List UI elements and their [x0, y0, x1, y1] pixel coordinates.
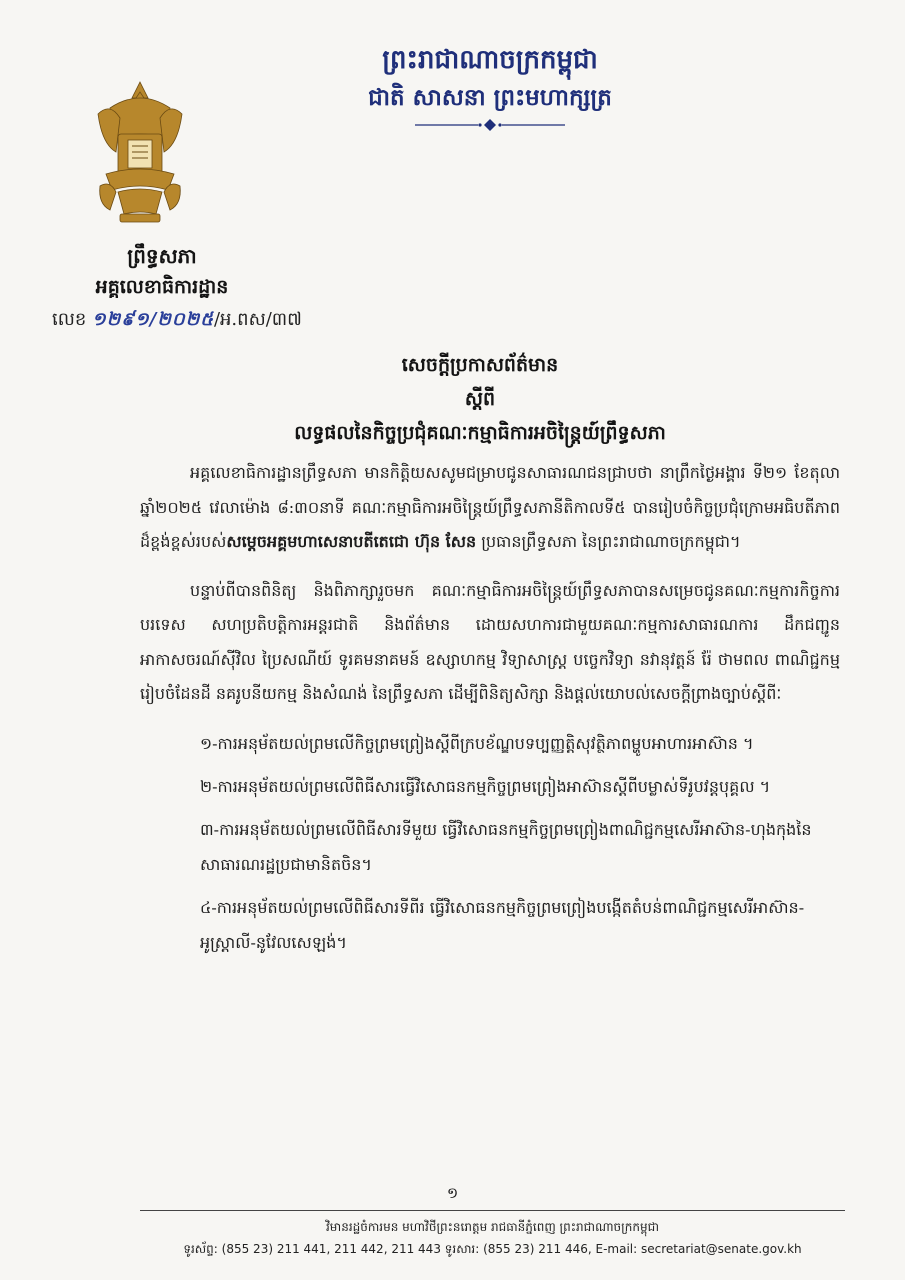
letterhead-kingdom [290, 40, 690, 116]
senate-emblem-icon [90, 78, 190, 226]
divider-ornament-icon [410, 118, 570, 132]
doc-number-label: លេខ [52, 309, 87, 330]
document-titles [120, 348, 840, 450]
list-item: ១-ការអនុម័តយល់ព្រមលើកិច្ចព្រមព្រៀងស្តីពីក្របខ័ណ្ឌបទប្បញ្ញត្តិសុវត្ថិភាពម្ហូបអាហារអាស៊ាន ។ [200, 733, 754, 753]
issuer-block [52, 240, 272, 302]
paragraph-1-emphasis: សម្តេចអគ្គមហាសេនាបតីតេជោ ហ៊ុន សែន [226, 532, 477, 551]
national-motto: ជាតិ សាសនា ព្រះមហាក្សត្រ [368, 84, 612, 111]
title-subject: លទ្ធផលនៃកិច្ចប្រជុំគណៈកម្មាធិការអចិន្ត្រៃយ៍ព្រឹទ្ធសភា [294, 422, 666, 444]
list-item: ៤-ការអនុម័តយល់ព្រមលើពិធីសារទីពីរ ធ្វើវិសោធនកម្មកិច្ចព្រមព្រៀងបង្កើតតំបន់ពាណិជ្ជកម្មសេរីអាស៊ាន-អូស្ត្រាលី-នូវែលសេឡង់។ [200, 897, 805, 952]
law-list [200, 726, 840, 960]
paragraph-1-tail: ប្រធានព្រឹទ្ធសភា នៃព្រះរាជាណាចក្រកម្ពុជា។ [476, 532, 741, 551]
page-number: ១ [446, 1184, 459, 1202]
paragraph-1-text: អគ្គលេខាធិការដ្ឋានព្រឹទ្ធសភា មានកិត្តិយសសូមជម្រាបជូនសាធារណជនជ្រាបថា នាព្រឹកថ្ងៃអង្គារ ទី២១ ខែតុលា ឆ្នាំ២០២៥ វេលាម៉ោង ៨:៣០នាទី គណៈកម្មាធិការអចិន្ត្រៃយ៍ព្រឹទ្ធសភានីតិកាលទី៥ បានរៀបចំកិច្ចប្រជុំក្រោមអធិបតីភាពដ៏ខ្ពង់ខ្ពស់របស់ [140, 463, 840, 551]
document-body [140, 456, 840, 968]
title-press-release: សេចក្តីប្រកាសព័ត៌មាន [401, 354, 559, 376]
list-item: ២-ការអនុម័តយល់ព្រមលើពិធីសារធ្វើវិសោធនកម្មកិច្ចព្រមព្រៀងអាស៊ានស្តីពីបម្លាស់ទីរូបវន្តបុគ្គល ។ [200, 776, 771, 796]
doc-number-handwritten: ១២៩១/២០២៥ [92, 309, 214, 330]
department-name: អគ្គលេខាធិការដ្ឋាន [95, 276, 229, 298]
footer-contact: ទូរស័ព្ទ: (855 23) 211 441, 211 442, 211 443 ទូរសារ: (855 23) 211 446, E-mail: secretariat@senate.gov.kh [183, 1242, 802, 1256]
title-regarding: ស្តីពី [464, 388, 496, 410]
kingdom-title: ព្រះរាជាណាចក្រកម្ពុជា [382, 45, 598, 75]
footer-address: វិមានរដ្ឋចំការមន មហាវិថីព្រះនរោត្តម រាជធានីភ្នំពេញ ព្រះរាជាណាចក្រកម្ពុជា [325, 1220, 659, 1234]
paragraph-2: បន្ទាប់ពីបានពិនិត្យ និងពិភាក្សារួចមក គណៈកម្មាធិការអចិន្ត្រៃយ៍ព្រឹទ្ធសភាបានសម្រេចជូនគណៈកម្មការកិច្ចការបរទេស សហប្រតិបត្តិការអន្តរជាតិ និងព័ត៌មាន ដោយសហការជាមួយគណៈកម្មការសាធារណការ ដឹកជញ្ជូន អាកាសចរណ៍ស៊ីវិល ប្រៃសណីយ៍ ទូរគមនាគមន៍ ឧស្សាហកម្ម វិទ្យាសាស្ត្រ បច្ចេកវិទ្យា នវានុវត្តន៍ រ៉ែ ថាមពល ពាណិជ្ជកម្ម រៀបចំដែនដី នគរូបនីយកម្ម និងសំណង់ នៃព្រឹទ្ធសភា ដើម្បីពិនិត្យសិក្សា និងផ្តល់យោបល់សេចក្តីព្រាងច្បាប់ស្តីពីៈ [140, 580, 840, 703]
footer [140, 1216, 845, 1260]
document-number [52, 306, 302, 334]
doc-number-suffix: /អ.ពស/៣៧ [213, 309, 302, 330]
list-item: ៣-ការអនុម័តយល់ព្រមលើពិធីសារទីមួយ ធ្វើវិសោធនកម្មកិច្ចព្រមព្រៀងពាណិជ្ជកម្មសេរីអាស៊ាន-ហុងកុងនៃសាធារណរដ្ឋប្រជាមានិតចិន។ [200, 819, 812, 874]
footer-divider [140, 1210, 845, 1211]
paragraph-1 [140, 456, 840, 560]
institution-name: ព្រឹទ្ធសភា [127, 244, 197, 268]
